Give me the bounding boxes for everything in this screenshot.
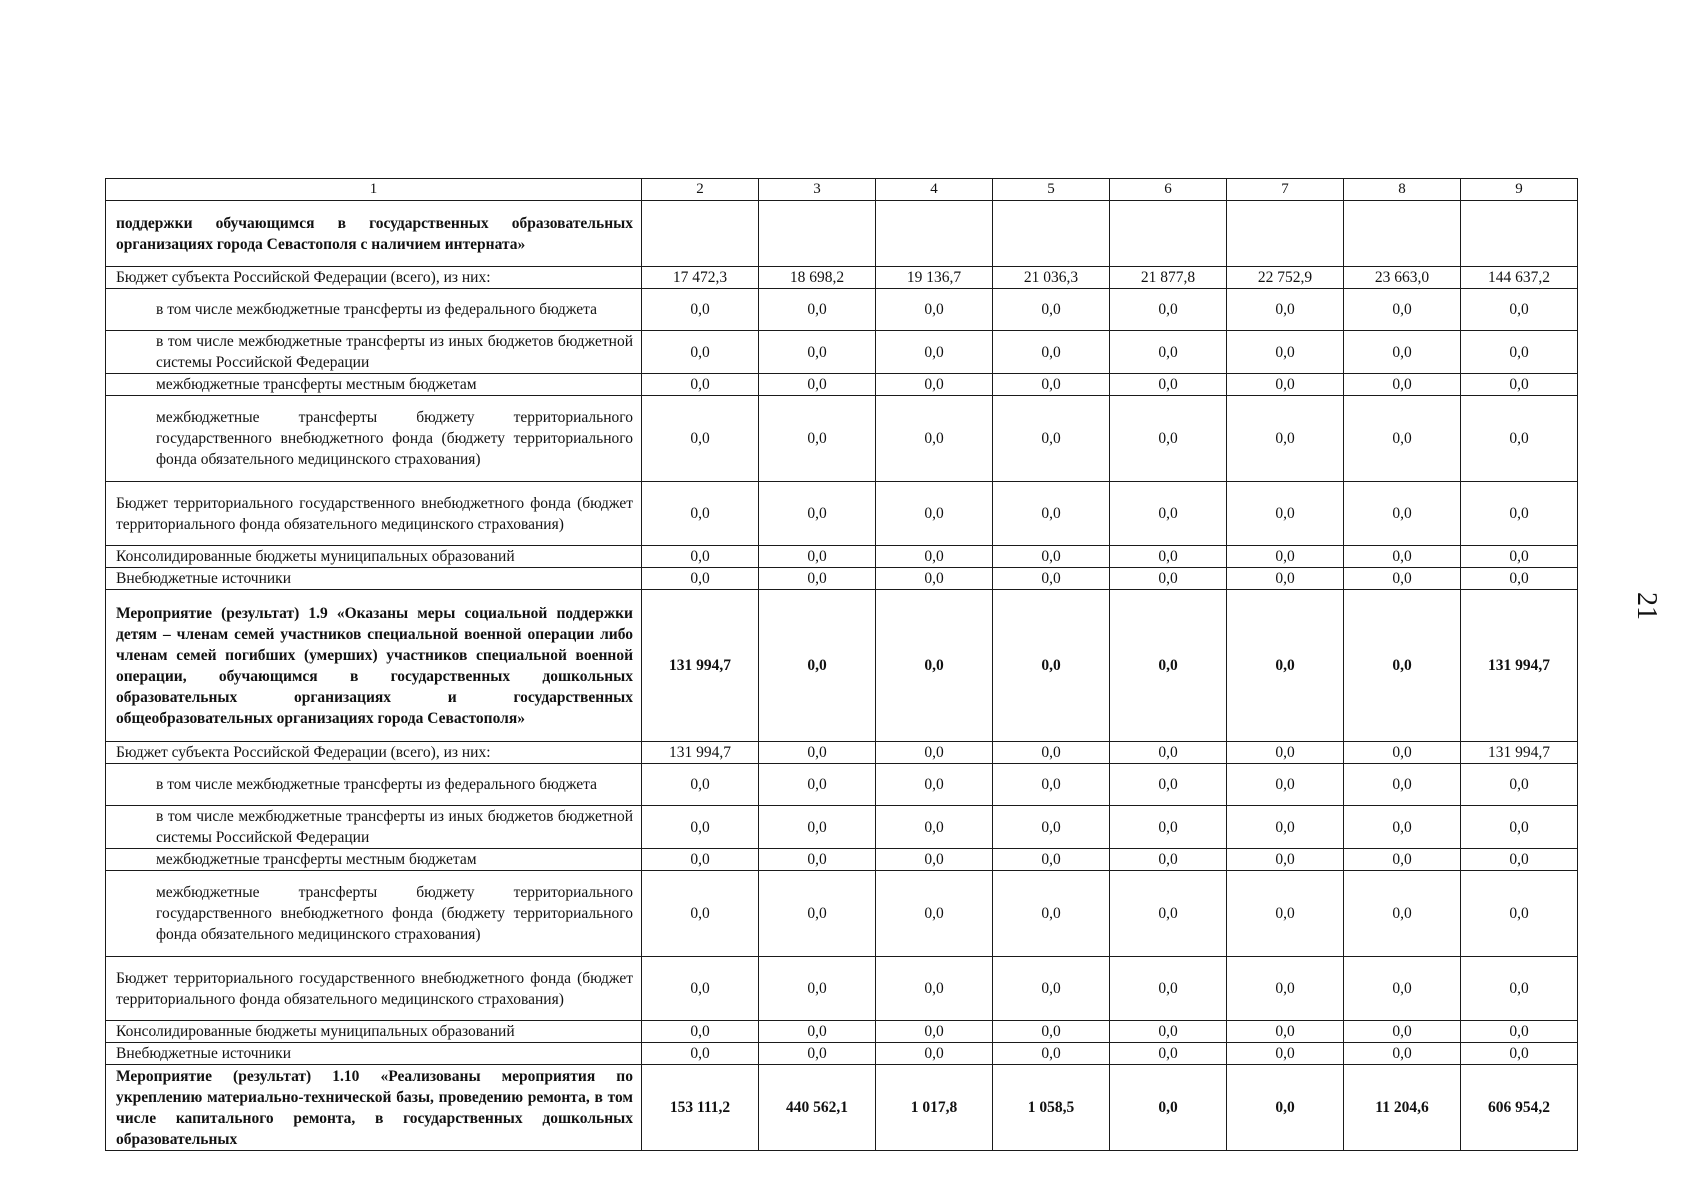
row-label: Мероприятие (результат) 1.9 «Оказаны меры социальной поддержки детям – членам семей участников специальной военной операции либо членам семей погибших (умерших) участников специальной военной операции, обучающимся в государственных дошкольных образовательных организациях и государственных общеобразовательных организациях города Севастополя» [106,590,642,742]
table-row [106,742,1578,764]
value-cell [1461,201,1578,267]
value-cell: 0,0 [1110,546,1227,568]
value-cell: 0,0 [1461,546,1578,568]
value-cell: 0,0 [1227,1021,1344,1043]
value-cell: 17 472,3 [642,267,759,289]
value-cell: 0,0 [1110,1021,1227,1043]
value-cell: 0,0 [1227,742,1344,764]
value-cell: 23 663,0 [1344,267,1461,289]
value-cell: 0,0 [1227,1065,1344,1151]
value-cell [1227,201,1344,267]
value-cell: 0,0 [1344,1021,1461,1043]
value-cell: 0,0 [1227,331,1344,374]
value-cell: 0,0 [1344,331,1461,374]
value-cell: 0,0 [993,871,1110,957]
value-cell: 0,0 [759,957,876,1021]
value-cell: 0,0 [1227,957,1344,1021]
table-row [106,957,1578,1021]
value-cell: 0,0 [1344,396,1461,482]
table-row [106,396,1578,482]
value-cell: 0,0 [876,849,993,871]
value-cell: 153 111,2 [642,1065,759,1151]
value-cell: 0,0 [1110,289,1227,331]
value-cell: 19 136,7 [876,267,993,289]
value-cell: 0,0 [1110,957,1227,1021]
table-row [106,482,1578,546]
column-header: 1 [106,179,642,201]
budget-table [105,178,1578,1151]
value-cell: 0,0 [642,289,759,331]
value-cell: 0,0 [642,331,759,374]
table-row [106,590,1578,742]
value-cell: 0,0 [876,1021,993,1043]
value-cell: 0,0 [993,1043,1110,1065]
row-label: межбюджетные трансферты бюджету территориального государственного внебюджетного фонда (бюджету территориального фонда обязательного медицинского страхования) [106,871,642,957]
value-cell: 0,0 [1461,957,1578,1021]
table-row [106,849,1578,871]
value-cell: 0,0 [876,1043,993,1065]
value-cell: 0,0 [993,742,1110,764]
value-cell: 0,0 [993,590,1110,742]
value-cell: 0,0 [642,849,759,871]
value-cell: 0,0 [1227,546,1344,568]
row-label: межбюджетные трансферты бюджету территориального государственного внебюджетного фонда (бюджету территориального фонда обязательного медицинского страхования) [106,396,642,482]
value-cell: 0,0 [759,764,876,806]
value-cell: 0,0 [993,331,1110,374]
row-label: Консолидированные бюджеты муниципальных образований [106,546,642,568]
table-row [106,331,1578,374]
value-cell: 0,0 [1227,374,1344,396]
value-cell: 0,0 [642,764,759,806]
value-cell: 0,0 [1344,546,1461,568]
table-row [106,374,1578,396]
page-number: 21 [1631,592,1662,620]
value-cell: 440 562,1 [759,1065,876,1151]
value-cell: 0,0 [1110,1065,1227,1151]
value-cell: 0,0 [993,374,1110,396]
value-cell: 0,0 [642,396,759,482]
value-cell: 0,0 [876,374,993,396]
value-cell: 0,0 [1227,849,1344,871]
value-cell: 0,0 [759,1021,876,1043]
value-cell: 0,0 [1461,849,1578,871]
value-cell: 21 036,3 [993,267,1110,289]
value-cell: 0,0 [759,289,876,331]
value-cell: 0,0 [642,374,759,396]
value-cell: 0,0 [1110,374,1227,396]
value-cell: 22 752,9 [1227,267,1344,289]
value-cell: 0,0 [876,764,993,806]
column-header: 4 [876,179,993,201]
value-cell: 0,0 [1344,482,1461,546]
value-cell: 0,0 [1227,590,1344,742]
value-cell: 0,0 [1461,806,1578,849]
value-cell: 18 698,2 [759,267,876,289]
value-cell: 0,0 [1110,568,1227,590]
value-cell: 144 637,2 [1461,267,1578,289]
column-header: 6 [1110,179,1227,201]
value-cell: 0,0 [1461,1043,1578,1065]
value-cell: 0,0 [642,482,759,546]
value-cell: 0,0 [1344,849,1461,871]
table-row [106,568,1578,590]
value-cell: 0,0 [1461,1021,1578,1043]
value-cell: 0,0 [876,396,993,482]
value-cell: 0,0 [1227,289,1344,331]
value-cell: 0,0 [876,546,993,568]
value-cell: 0,0 [993,806,1110,849]
value-cell: 0,0 [993,764,1110,806]
value-cell: 0,0 [759,374,876,396]
table-row [106,764,1578,806]
value-cell: 131 994,7 [642,590,759,742]
value-cell: 0,0 [1227,1043,1344,1065]
row-label: в том числе межбюджетные трансферты из федерального бюджета [106,289,642,331]
value-cell [1110,201,1227,267]
row-label: межбюджетные трансферты местным бюджетам [106,374,642,396]
value-cell: 0,0 [1110,590,1227,742]
column-header: 3 [759,179,876,201]
value-cell: 0,0 [993,957,1110,1021]
row-label: Бюджет субъекта Российской Федерации (всего), из них: [106,742,642,764]
table-row [106,1065,1578,1151]
value-cell: 0,0 [1110,806,1227,849]
value-cell: 0,0 [993,482,1110,546]
value-cell: 11 204,6 [1344,1065,1461,1151]
value-cell [1344,201,1461,267]
value-cell: 0,0 [1110,482,1227,546]
value-cell: 0,0 [993,1021,1110,1043]
value-cell [642,201,759,267]
value-cell: 0,0 [759,482,876,546]
value-cell: 0,0 [1344,806,1461,849]
value-cell: 0,0 [759,871,876,957]
value-cell: 0,0 [759,546,876,568]
row-label: Внебюджетные источники [106,568,642,590]
value-cell: 0,0 [1461,764,1578,806]
value-cell: 0,0 [1227,568,1344,590]
value-cell: 0,0 [1344,957,1461,1021]
value-cell: 0,0 [1110,764,1227,806]
value-cell: 0,0 [1110,1043,1227,1065]
value-cell: 0,0 [1461,482,1578,546]
value-cell: 0,0 [759,590,876,742]
table-row [106,806,1578,849]
row-label: Бюджет территориального государственного внебюджетного фонда (бюджет территориального фонда обязательного медицинского страхования) [106,482,642,546]
table-row [106,1021,1578,1043]
value-cell: 0,0 [876,957,993,1021]
value-cell: 21 877,8 [1110,267,1227,289]
value-cell: 131 994,7 [1461,742,1578,764]
value-cell: 0,0 [1110,742,1227,764]
row-label: Внебюджетные источники [106,1043,642,1065]
value-cell: 0,0 [1344,764,1461,806]
value-cell: 0,0 [642,1043,759,1065]
value-cell: 0,0 [876,806,993,849]
value-cell: 0,0 [1344,871,1461,957]
column-header: 7 [1227,179,1344,201]
value-cell: 0,0 [993,849,1110,871]
value-cell: 0,0 [1110,849,1227,871]
value-cell: 0,0 [876,871,993,957]
table-row [106,289,1578,331]
value-cell: 0,0 [642,957,759,1021]
value-cell: 0,0 [1227,806,1344,849]
value-cell: 0,0 [1227,396,1344,482]
value-cell: 0,0 [759,806,876,849]
value-cell: 0,0 [1344,289,1461,331]
value-cell: 0,0 [1344,568,1461,590]
value-cell: 0,0 [642,546,759,568]
row-label: Консолидированные бюджеты муниципальных образований [106,1021,642,1043]
row-label: поддержки обучающимся в государственных образовательных организациях города Севастополя с наличием интерната» [106,201,642,267]
value-cell: 0,0 [1461,289,1578,331]
row-label: Бюджет территориального государственного внебюджетного фонда (бюджет территориального фонда обязательного медицинского страхования) [106,957,642,1021]
row-label: Бюджет субъекта Российской Федерации (всего), из них: [106,267,642,289]
column-header: 9 [1461,179,1578,201]
value-cell: 0,0 [1461,396,1578,482]
value-cell: 0,0 [1110,871,1227,957]
value-cell [876,201,993,267]
value-cell: 0,0 [876,590,993,742]
value-cell: 0,0 [759,849,876,871]
table-row [106,871,1578,957]
row-label: в том числе межбюджетные трансферты из иных бюджетов бюджетной системы Российской Федерации [106,806,642,849]
row-label: в том числе межбюджетные трансферты из иных бюджетов бюджетной системы Российской Федерации [106,331,642,374]
value-cell: 0,0 [1227,482,1344,546]
value-cell: 0,0 [1461,374,1578,396]
value-cell: 0,0 [876,568,993,590]
header-row [106,179,1578,201]
value-cell: 0,0 [1344,742,1461,764]
value-cell: 1 058,5 [993,1065,1110,1151]
value-cell: 0,0 [876,331,993,374]
value-cell: 131 994,7 [1461,590,1578,742]
value-cell: 0,0 [759,396,876,482]
column-header: 2 [642,179,759,201]
value-cell: 0,0 [759,742,876,764]
row-label: в том числе межбюджетные трансферты из федерального бюджета [106,764,642,806]
value-cell: 1 017,8 [876,1065,993,1151]
table-row [106,546,1578,568]
value-cell: 0,0 [642,806,759,849]
value-cell: 0,0 [642,871,759,957]
value-cell [759,201,876,267]
row-label: Мероприятие (результат) 1.10 «Реализованы мероприятия по укреплению материально-технической базы, проведению ремонта, в том числе капитального ремонта, в государственных дошкольных образовательных [106,1065,642,1151]
value-cell: 0,0 [642,1021,759,1043]
value-cell: 0,0 [1461,871,1578,957]
table-row [106,1043,1578,1065]
value-cell: 0,0 [876,289,993,331]
value-cell: 0,0 [1344,374,1461,396]
value-cell: 606 954,2 [1461,1065,1578,1151]
table-row [106,201,1578,267]
column-header: 8 [1344,179,1461,201]
value-cell: 0,0 [759,1043,876,1065]
value-cell: 0,0 [759,568,876,590]
value-cell: 0,0 [1227,764,1344,806]
value-cell: 0,0 [876,482,993,546]
value-cell: 0,0 [1227,871,1344,957]
value-cell: 0,0 [1110,396,1227,482]
value-cell: 0,0 [1461,331,1578,374]
value-cell: 0,0 [993,546,1110,568]
value-cell: 0,0 [1110,331,1227,374]
value-cell: 0,0 [1344,590,1461,742]
value-cell: 0,0 [993,289,1110,331]
row-label: межбюджетные трансферты местным бюджетам [106,849,642,871]
value-cell: 0,0 [993,568,1110,590]
value-cell: 0,0 [876,742,993,764]
value-cell: 0,0 [1461,568,1578,590]
value-cell: 0,0 [993,396,1110,482]
column-header: 5 [993,179,1110,201]
value-cell [993,201,1110,267]
value-cell: 0,0 [1344,1043,1461,1065]
table-row [106,267,1578,289]
value-cell: 0,0 [642,568,759,590]
value-cell: 0,0 [759,331,876,374]
value-cell: 131 994,7 [642,742,759,764]
